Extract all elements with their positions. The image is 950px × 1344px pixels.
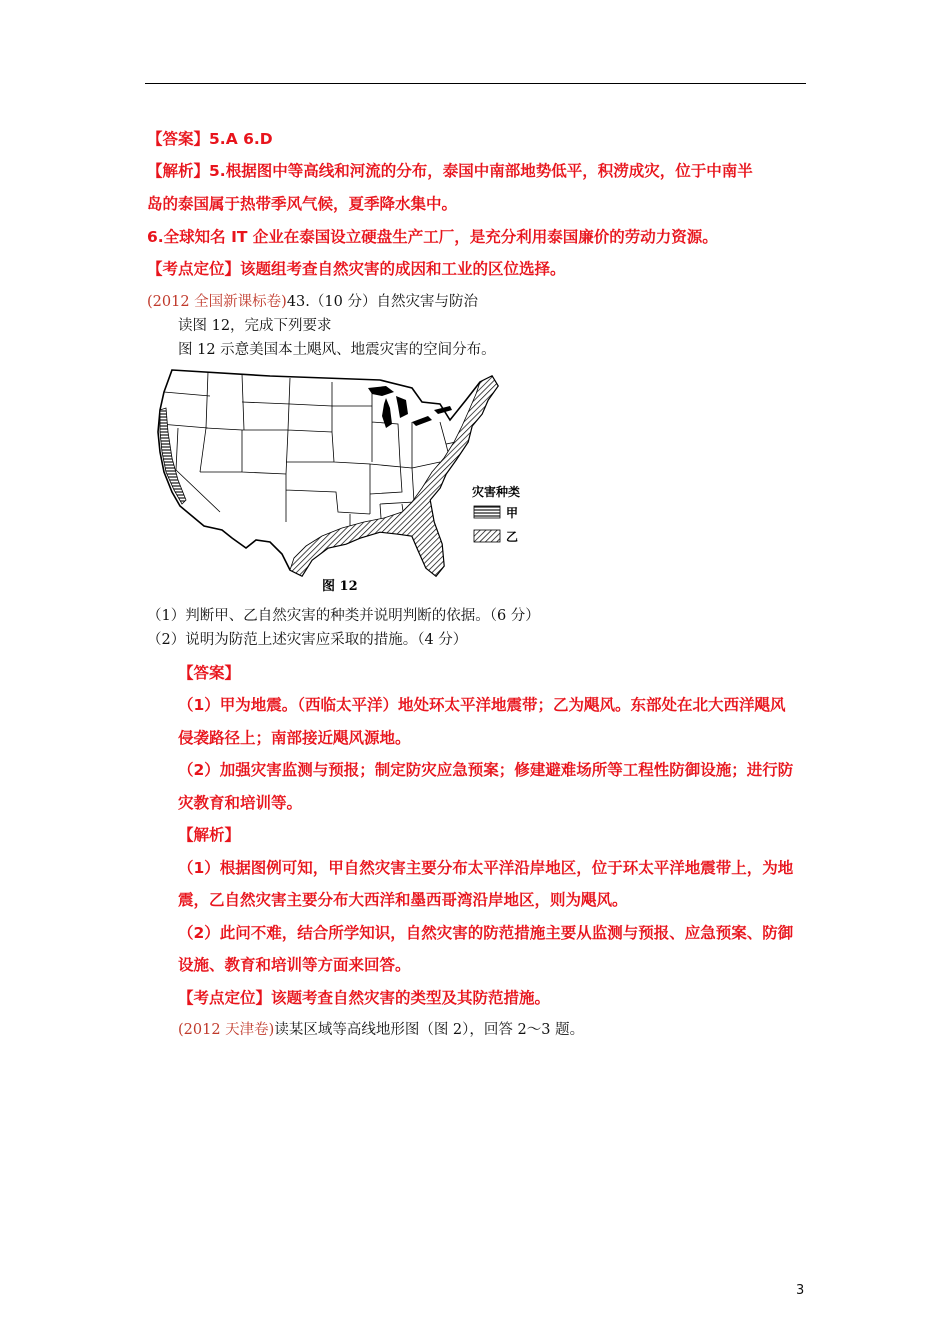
legend-label-a: 甲 [506, 506, 519, 520]
question-43-heading [147, 291, 478, 313]
legend-swatch-b [474, 530, 500, 542]
kaodian-text-2: 该题考查自然灾害的类型及其防范措施。 [271, 989, 551, 1007]
analysis-line-3: 6.全球知名 IT 企业在泰国设立硬盘生产工厂，是充分利用泰国廉价的劳动力资源。 [147, 228, 718, 246]
legend-title: 灾害种类 [472, 485, 521, 499]
next-question-text: 读某区域等高线地形图（图 2），回答 2～3 题。 [274, 1022, 585, 1038]
question-source: (2012 全国新课标卷) [147, 294, 287, 310]
answer-label: 【答案】 [147, 130, 210, 148]
sub-question-2: （2）说明为防范上述灾害应采取的措施。（4 分） [147, 632, 468, 648]
figure-label: 图 12 [322, 579, 358, 594]
answer-2-line-2: 灾教育和培训等。 [178, 794, 303, 812]
answer-1-line-1: （1）甲为地震。（西临太平洋）地处环太平洋地震带；乙为飓风。东部处在北大西洋飓风 [178, 696, 786, 714]
analysis-2-line-4: 设施、教育和培训等方面来回答。 [178, 956, 411, 974]
kaodian-line-2 [178, 987, 550, 1009]
analysis-label: 【解析】 [147, 162, 210, 180]
kaodian-line [147, 258, 566, 280]
sub-question-1: （1）判断甲、乙自然灾害的种类并说明判断的依据。（6 分） [147, 608, 540, 624]
analysis-2-line-1: （1）根据图例可知，甲自然灾害主要分布太平洋沿岸地区，位于环太平洋地震带上，为地 [178, 859, 794, 877]
kaodian-label-2: 【考点定位】 [178, 989, 272, 1007]
header-rule [145, 83, 806, 84]
answer-1-line-2: 侵袭路径上；南部接近飓风源地。 [178, 729, 411, 747]
legend-label-b: 乙 [506, 530, 519, 544]
analysis-2-line-2: 震，乙自然灾害主要分布大西洋和墨西哥湾沿岸地区，则为飓风。 [178, 891, 628, 909]
answer-text: 5.A 6.D [209, 130, 273, 148]
answer-line [147, 128, 273, 150]
analysis-2-line-3: （2）此问不难，结合所学知识，自然灾害的防范措施主要从监测与预报、应急预案、防御 [178, 924, 794, 942]
analysis-text-1: 5.根据图中等高线和河流的分布，泰国中南部地势低平，积涝成灾，位于中南半 [209, 162, 753, 180]
us-hazard-map [150, 362, 536, 594]
kaodian-text: 该题组考查自然灾害的成因和工业的区位选择。 [240, 260, 566, 278]
next-question-source: (2012 天津卷) [178, 1022, 275, 1038]
page-number: 3 [796, 1283, 805, 1298]
next-question [178, 1019, 584, 1041]
analysis-line-2: 岛的泰国属于热带季风气候，夏季降水集中。 [147, 195, 458, 213]
figure-description: 图 12 示意美国本土飓风、地震灾害的空间分布。 [178, 342, 496, 358]
kaodian-label: 【考点定位】 [147, 260, 241, 278]
answer-label-2: 【答案】 [178, 664, 241, 682]
question-title: 43.（10 分）自然灾害与防治 [286, 294, 478, 310]
question-instruction: 读图 12，完成下列要求 [178, 318, 332, 334]
answer-2-line-1: （2）加强灾害监测与预报；制定防灾应急预案；修建避难场所等工程性防御设施；进行防 [178, 761, 794, 779]
legend-swatch-a [474, 506, 500, 518]
analysis-line-1 [147, 160, 753, 182]
analysis-label-2: 【解析】 [178, 826, 241, 844]
